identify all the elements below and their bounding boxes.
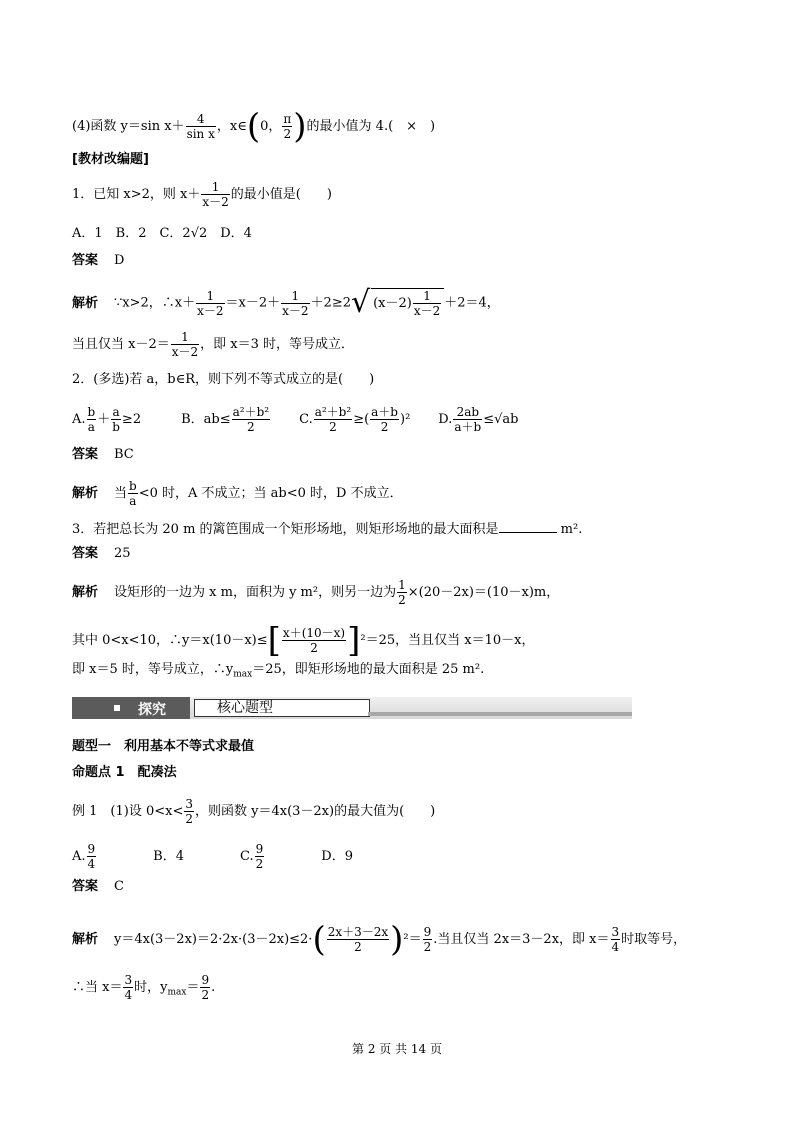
fraction: $\frac{\pi}{2}$ [283,112,292,141]
subtopic-heading: 命题点 1 配凑法 [72,765,177,780]
section-banner [72,697,632,719]
answer-blank [499,518,557,533]
example-1-solution: 解析 y＝4x(3－2x)＝2·2x·(3－2x)≤2·( $\frac{2x+3-2x}{2}$ )²＝ $\frac{9}{2}$ .当且仅当 2x＝3－2x，即 x＝ $\frac{3}{4}$ 时取等号， [72,919,687,960]
example-1-options: A. $\frac{9}{4}$ B．4 C. $\frac{9}{2}$ D．9 [72,842,353,871]
fraction: $\frac{1}{x-2}$ [171,330,199,359]
problem-1-solution-line2: 当且仅当 x－2＝ $\frac{1}{x-2}$ ，即 x＝3 时，等号成立． [72,330,355,359]
problem-3-solution: 解析 设矩形的一边为 x m，面积为 y m²，则另一边为 $\frac{1}{2}$ ×(20－2x)＝(10－x)m， [72,578,560,607]
fraction: $\frac{4}{\text{sin x}}$ [186,112,215,141]
topic-heading: 题型一 利用基本不等式求最值 [72,739,255,754]
fraction: $\frac{1}{x-2}$ [197,288,224,318]
problem-2: 2．(多选)若 a，b∈R，则下列不等式成立的是( ) [72,372,375,387]
example-1-solution-line2: ∴当 x＝ $\frac{3}{4}$ 时，$y_{max}=$ $\frac{9}{2}$ . [72,973,216,1002]
problem-2-answer: 答案 BC [72,447,134,462]
problem-2-options: A. $\frac{b}{a}$ ＋ $\frac{a}{b}$ ≥2 B．ab≤ $\frac{\text{a²＋b²}}{2}$ C. $\frac{\text{a²＋b²}}{2}$ ≥( $\frac{a+b}{2}$ )² D. $\frac{2ab}{a+b}$ ≤√ab [72,405,519,434]
page-footer: 第 2 页 共 14 页 [352,1042,442,1056]
example-1-answer: 答案 C [72,879,124,894]
section-heading: [教材改编题] [72,152,149,167]
example-1: 例 1 (1)设 0<x< $\frac{3}{2}$ ，则函数 y＝4x(3－2x)的最大值为( ) [72,797,436,826]
fraction: $\frac{1}{x-2}$ [282,288,309,318]
banner-left-label: 探究 [138,702,166,718]
problem-1-options: A．1 B．2 C．2√2 D．4 [72,226,252,241]
problem-3-solution-line3: 即 x＝5 时，等号成立，$\therefore y_{max}=25$，即矩形场地的最大面积是 25 m². [72,662,485,680]
problem-1: 1．已知 x>2，则 x＋ $\frac{1}{x-2}$ 的最小值是( ) [72,180,332,209]
problem-3-answer: 答案 25 [72,546,131,561]
banner-right-label: 核心题型 [217,700,273,716]
problem-3-solution-line2: 其中 0<x<10，∴y＝x(10－x)≤[ $\frac{x+(10-x)}{2}$ ]²＝25，当且仅当 x＝10－x， [72,620,535,661]
problem-1-answer: 答案 D [72,253,125,268]
problem-2-solution: 解析 当 $\frac{b}{a}$ <0 时，A 不成立；当 ab<0 时，D 不成立． [72,479,403,508]
radical: (x－2) $\frac{1}{x-2}$ [371,288,444,318]
problem-1-solution: 解析 ∵x>2，∴x＋ $\frac{1}{x-2}$ ＝x－2＋ $\frac{1}{x-2}$ ＋2≥2√ (x－2) $\frac{1}{x-2}$ ＋2＝4， [72,285,500,320]
statement-4: (4)函数 y＝sin x＋ $\frac{4}{\text{sin x}}$ ，x∈(0， $\frac{\pi}{2}$ )的最小值为 4.( × ) [72,106,436,147]
problem-3: 3．若把总长为 20 m 的篱笆围成一个矩形场地，则矩形场地的最大面积是 m². [72,518,754,540]
fraction: $\frac{1}{x-2}$ [202,180,229,209]
